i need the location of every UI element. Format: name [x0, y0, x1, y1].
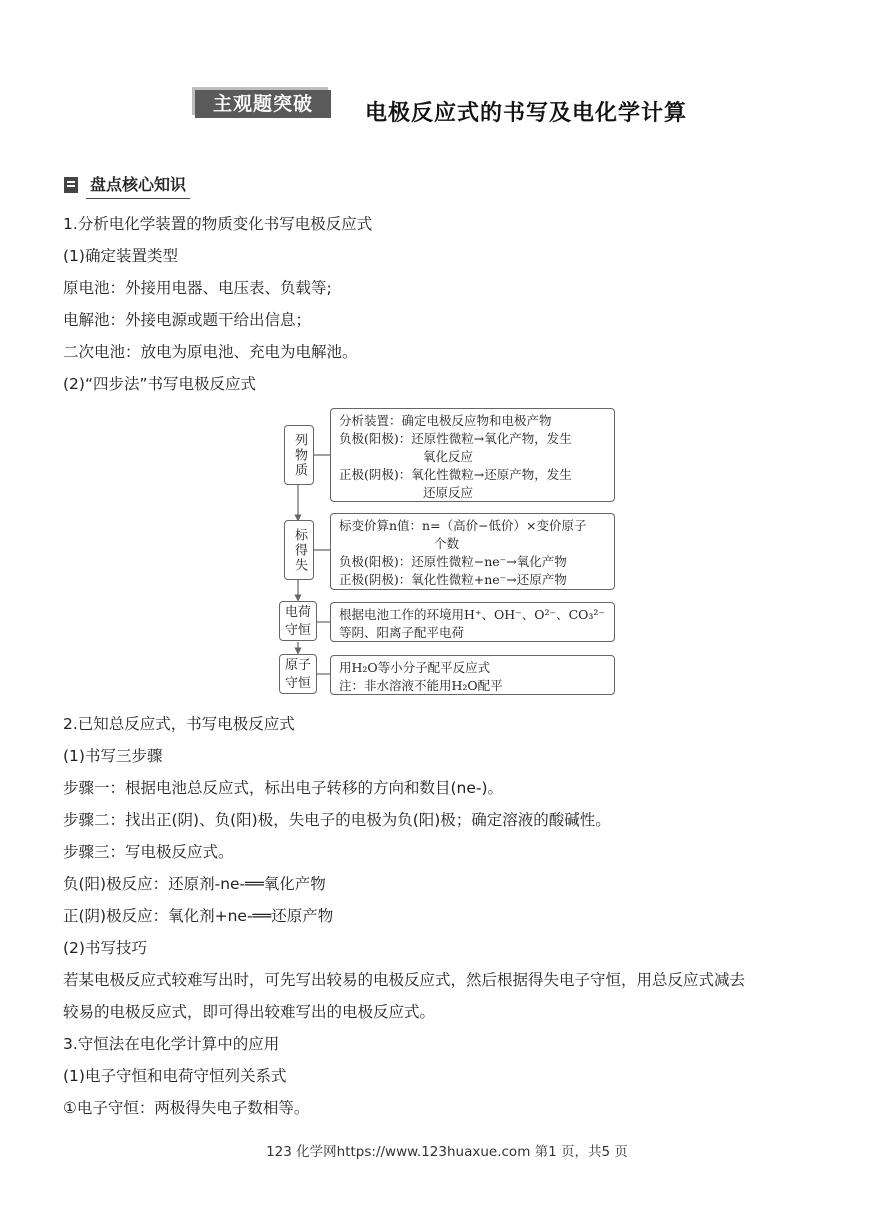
box-text: 负极(阳极)：还原性微粒−ne⁻→氧化产物	[339, 554, 567, 569]
box-text: 个数	[434, 536, 460, 551]
text-line: 步骤一：根据电池总反应式，标出电子转移的方向和数目(ne-)。	[63, 779, 504, 797]
text-line: 步骤三：写电极反应式。	[63, 843, 234, 861]
section-badge: 主观题突破	[195, 90, 331, 118]
box-text: 正极(阴极)：氧化性微粒→还原产物，发生	[339, 467, 572, 482]
text-line: 电解池：外接电源或题干给出信息；	[63, 311, 312, 329]
text-line: 二次电池：放电为原电池、充电为电解池。	[63, 343, 358, 361]
box-text: 负极(阳极)：还原性微粒→氧化产物，发生	[339, 431, 572, 446]
text-line: 原电池：外接用电器、电压表、负载等;	[63, 279, 332, 297]
box-atom-conservation	[330, 655, 615, 695]
step-atom-conservation: 原子守恒	[279, 654, 317, 694]
box-text: 注：非水溶液不能用H₂O配平	[339, 678, 503, 693]
box-text: 正极(阴极)：氧化性微粒+ne⁻→还原产物	[339, 572, 567, 587]
text-line: 2.已知总反应式，书写电极反应式	[63, 715, 295, 733]
box-text: 还原反应	[423, 485, 474, 500]
knowledge-heading-label: 盘点核心知识	[86, 170, 190, 199]
step-list-substances: 列物质	[284, 425, 314, 485]
page-footer: 123 化学网https://www.123huaxue.com 第1 页，共5 页	[266, 1144, 628, 1160]
text-line: (1)电子守恒和电荷守恒列关系式	[63, 1067, 287, 1085]
text-line: 1.分析电化学装置的物质变化书写电极反应式	[63, 215, 373, 233]
page-title: 电极反应式的书写及电化学计算	[365, 101, 688, 126]
box-list-substances	[330, 408, 615, 502]
text-line: 3.守恒法在电化学计算中的应用	[63, 1035, 280, 1053]
step-mark-electrons: 标得失	[284, 520, 314, 580]
text-line: 较易的电极反应式，即可得出较难写出的电极反应式。	[63, 1003, 436, 1021]
text-line: 负(阳)极反应：还原剂-ne-══氧化产物	[63, 875, 326, 893]
text-line: 若某电极反应式较难写出时，可先写出较易的电极反应式，然后根据得失电子守恒，用总反应式减去	[63, 971, 746, 989]
box-text: 根据电池工作的环境用H⁺、OH⁻、O²⁻、CO₃²⁻	[339, 607, 606, 622]
text-line: 正(阴)极反应：氧化剂+ne-══还原产物	[63, 907, 334, 925]
document-icon	[64, 177, 78, 193]
knowledge-heading	[64, 170, 190, 199]
box-text: 用H₂O等小分子配平反应式	[339, 660, 491, 675]
box-text: 标变价算n值：n=（高价−低价）×变价原子	[339, 518, 587, 533]
step-charge-conservation: 电荷守恒	[279, 601, 317, 641]
text-line: (2)“四步法”书写电极反应式	[63, 375, 257, 393]
box-text: 氧化反应	[423, 449, 474, 464]
box-charge-conservation	[330, 602, 615, 642]
text-line: (1)书写三步骤	[63, 747, 163, 765]
text-line: 步骤二：找出正(阴)、负(阳)极，失电子的电极为负(阳)极；确定溶液的酸碱性。	[63, 811, 611, 829]
box-text: 分析装置：确定电极反应物和电极产物	[339, 413, 552, 428]
text-line: (2)书写技巧	[63, 939, 147, 957]
text-line: ①电子守恒：两极得失电子数相等。	[63, 1099, 310, 1117]
text-line: (1)确定装置类型	[63, 247, 178, 265]
box-text: 等阴、阳离子配平电荷	[339, 625, 465, 640]
box-mark-electrons	[330, 513, 615, 590]
